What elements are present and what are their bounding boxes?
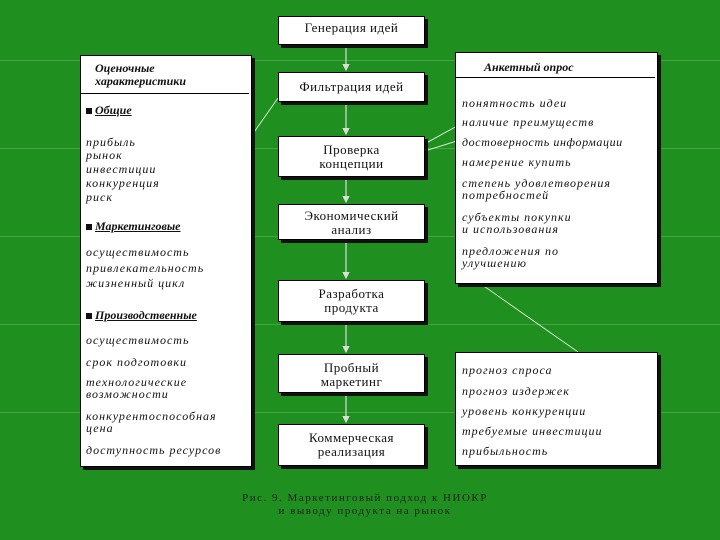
flow-step-label: Фильтрация идей <box>299 79 404 94</box>
survey-item: наличие преимуществ <box>462 115 595 129</box>
survey-panel <box>455 52 658 284</box>
forecast-item: прогноз издержек <box>462 384 570 398</box>
criteria-item: технологические возможности <box>86 375 188 401</box>
criteria-item: срок подготовки <box>86 355 188 369</box>
group-heading-marketing: Маркетинговые <box>95 219 181 233</box>
bullet-icon <box>86 108 92 114</box>
survey-item: понятность идеи <box>462 96 568 110</box>
flow-step-idea-generation <box>278 16 425 45</box>
flow-step-test-marketing <box>278 354 425 393</box>
criteria-item: осуществимость <box>86 245 190 259</box>
flow-step-label: Проверка концепции <box>319 142 384 171</box>
divider <box>81 93 249 94</box>
flow-step-economic-analysis <box>278 204 425 240</box>
forecast-item: требуемые инвестиции <box>462 424 603 438</box>
criteria-item: конкурентоспособная цена <box>86 409 217 435</box>
panel-title: Оценочные характеристики <box>95 61 187 88</box>
bullet-icon <box>86 224 92 230</box>
criteria-item: осуществимость <box>86 333 190 347</box>
flow-step-label: Генерация идей <box>304 20 399 35</box>
criteria-item: рынок <box>86 148 123 162</box>
survey-item: достоверность информации <box>462 135 623 149</box>
criteria-item: конкуренция <box>86 176 160 190</box>
criteria-item: прибыль <box>86 135 136 149</box>
bullet-icon <box>86 313 92 319</box>
flow-step-commercialization <box>278 424 425 466</box>
flow-step-label: Экономический анализ <box>304 208 399 237</box>
flow-step-label: Разработка продукта <box>318 286 385 315</box>
survey-item: степень удовлетворения потребностей <box>462 176 611 202</box>
divider <box>456 77 655 78</box>
survey-item: предложения по улучшению <box>462 244 560 270</box>
figure-caption: Рис. 9. Маркетинговый подход к НИОКР и выводу продукта на рынок <box>242 492 488 517</box>
flow-step-label: Коммерческая реализация <box>309 430 394 459</box>
criteria-item: риск <box>86 190 113 204</box>
flow-step-label: Пробный маркетинг <box>320 360 383 389</box>
survey-item: субъекты покупки и использования <box>462 210 572 236</box>
flow-step-product-development <box>278 280 425 322</box>
forecast-item: уровень конкуренции <box>462 404 587 418</box>
group-heading-general: Общие <box>95 103 132 117</box>
criteria-item: привлекательность <box>86 261 205 275</box>
criteria-item: доступность ресурсов <box>86 443 222 457</box>
forecast-item: прибыльность <box>462 444 549 458</box>
flow-step-concept-testing <box>278 136 425 177</box>
criteria-item: инвестиции <box>86 162 157 176</box>
forecast-panel <box>455 352 658 466</box>
evaluation-criteria-panel <box>80 55 252 467</box>
forecast-item: прогноз спроса <box>462 363 553 377</box>
criteria-item: жизненный цикл <box>86 276 186 290</box>
flow-step-idea-screening <box>278 72 425 102</box>
panel-title: Анкетный опрос <box>484 60 574 74</box>
link-filter-to-criteria <box>250 98 278 138</box>
group-heading-production: Производственные <box>95 308 197 322</box>
survey-item: намерение купить <box>462 155 572 169</box>
